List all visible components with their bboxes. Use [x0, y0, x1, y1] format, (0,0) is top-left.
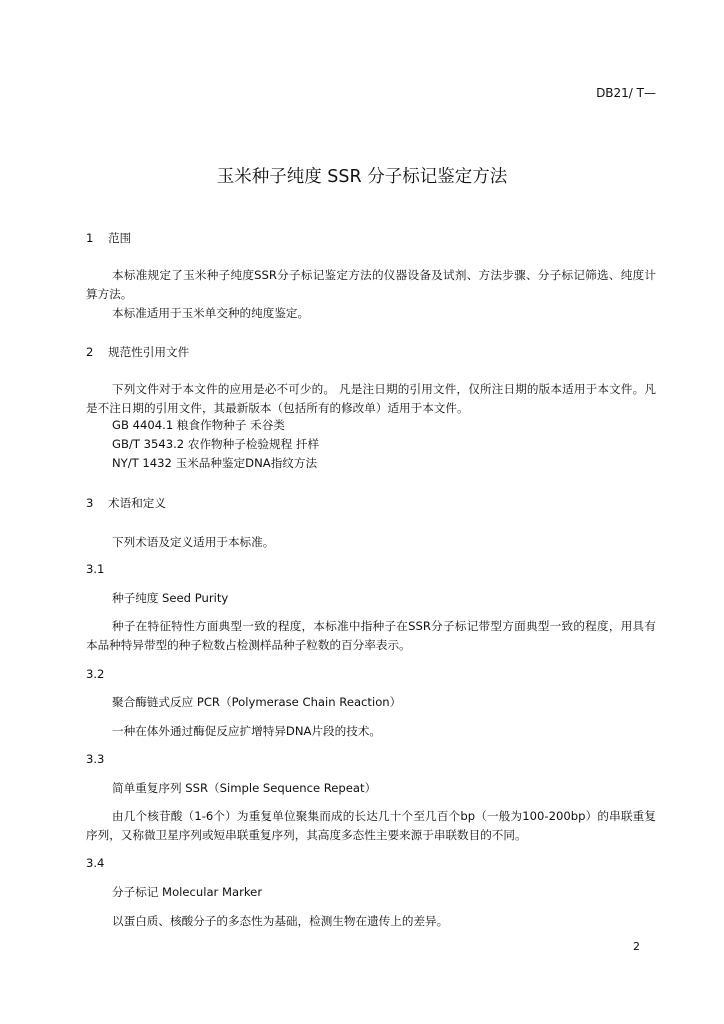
section-2-heading: [86, 346, 189, 360]
term-name: 聚合酶链式反应 PCR（Polymerase Chain Reaction）: [112, 695, 402, 709]
reference-item: GB 4404.1 粮食作物种子 禾谷类: [112, 418, 285, 432]
term-number: 3.4: [86, 856, 105, 870]
term-name: 分子标记 Molecular Marker: [112, 885, 263, 899]
term-name: 简单重复序列 SSR（Simple Sequence Repeat）: [112, 781, 377, 795]
reference-item: NY/T 1432 玉米品种鉴定DNA指纹方法: [112, 456, 318, 470]
document-title: 玉米种子纯度 SSR 分子标记鉴定方法: [216, 167, 508, 187]
term-number: 3.1: [86, 562, 105, 576]
section-number: 2: [86, 345, 94, 359]
section-title: 术语和定义: [108, 496, 166, 510]
section-number: 3: [86, 496, 94, 510]
section-1-paragraph-1: 本标准规定了玉米种子纯度SSR分子标记鉴定方法的仪器设备及试剂、方法步骤、分子标记筛选、纯度计算方法。: [86, 268, 656, 301]
term-definition: 由几个核苷酸（1-6个）为重复单位聚集而成的长达几十个至几百个bp（一般为100-200bp）的串联重复序列，又称微卫星序列或短串联重复序列，其高度多态性主要来源于串联数目的不同。: [86, 809, 656, 842]
page-number: 2: [633, 940, 640, 953]
reference-item: GB/T 3543.2 农作物种子检验规程 扦样: [112, 437, 320, 451]
section-1-paragraph-2: 本标准适用于玉米单交种的纯度鉴定。: [112, 306, 310, 320]
term-number: 3.3: [86, 752, 105, 766]
section-title: 规范性引用文件: [108, 345, 190, 359]
section-2-paragraph-1: 下列文件对于本文件的应用是必不可少的。 凡是注日期的引用文件，仅所注日期的版本适用于本文件。凡是不注日期的引用文件，其最新版本（包括所有的修改单）适用于本文件。: [86, 382, 656, 415]
section-3-heading: [86, 497, 166, 511]
term-name: 种子纯度 Seed Purity: [112, 591, 229, 605]
term-number: 3.2: [86, 667, 105, 681]
term-definition: 以蛋白质、核酸分子的多态性为基础，检测生物在遗传上的差异。: [112, 914, 449, 928]
section-number: 1: [86, 231, 94, 245]
section-3-paragraph-1: 下列术语及定义适用于本标准。: [112, 535, 275, 549]
term-definition: 一种在体外通过酶促反应扩增特异DNA片段的技术。: [112, 724, 382, 738]
document-code: DB21/ T—: [596, 86, 656, 100]
term-definition: 种子在特征特性方面典型一致的程度，本标准中指种子在SSR分子标记带型方面典型一致的程度，用具有本品种特异带型的种子粒数占检测样品种子粒数的百分率表示。: [86, 619, 656, 652]
section-title: 范围: [108, 231, 132, 245]
section-1-heading: [86, 232, 131, 246]
